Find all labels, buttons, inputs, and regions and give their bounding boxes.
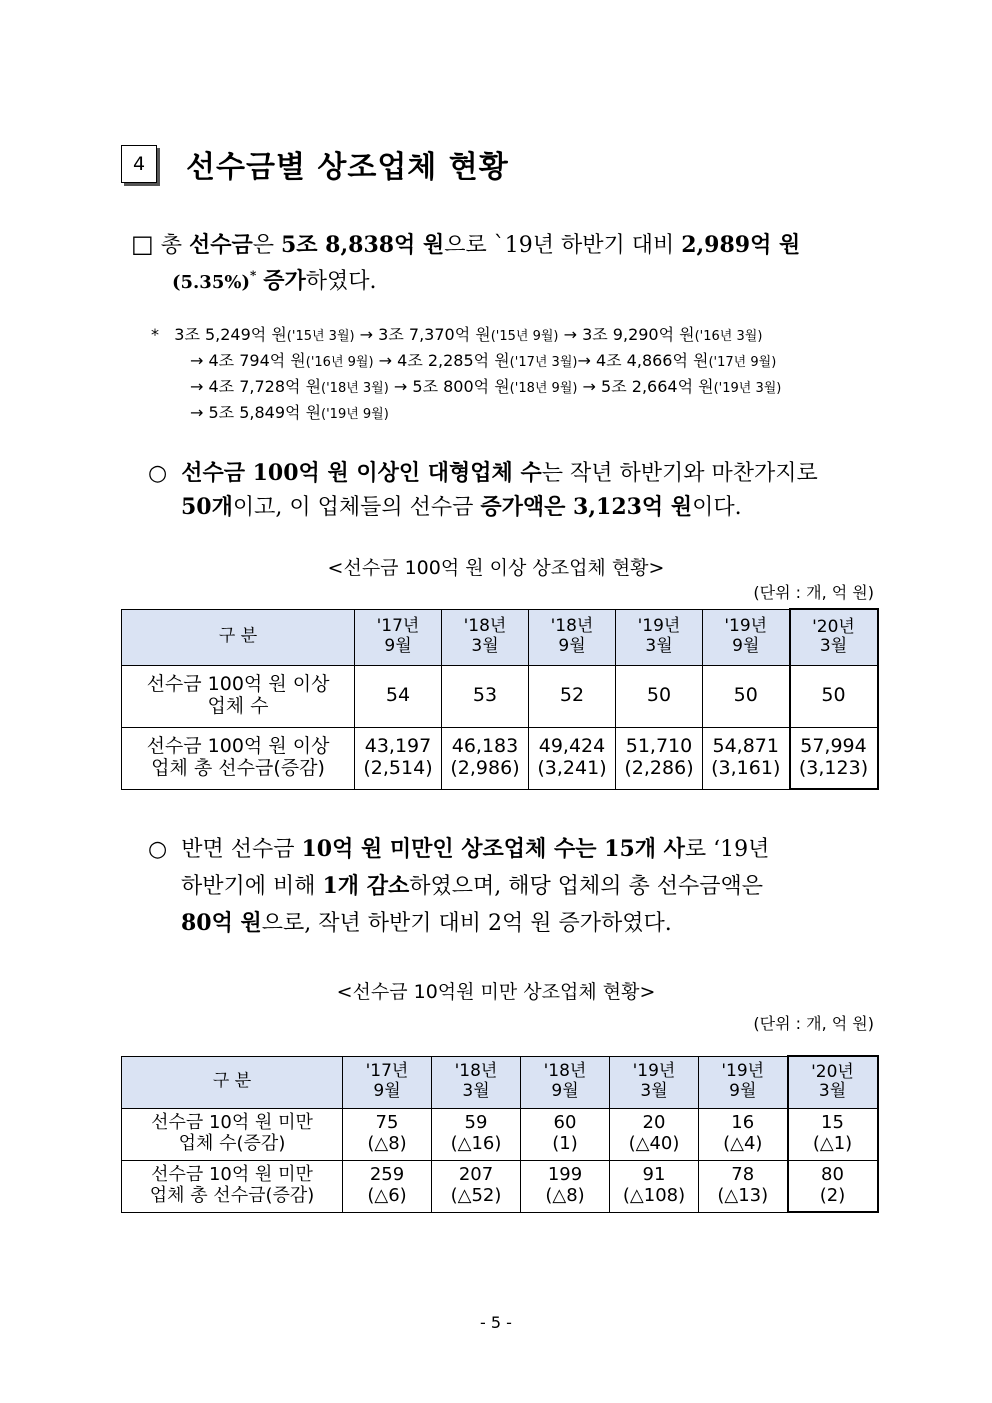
table2 xyxy=(121,1055,879,1213)
table1-cell-highlight: 57,994 (3,123) xyxy=(790,727,878,789)
table2-cell: 60 (1) xyxy=(521,1108,610,1160)
arrow-right-icon: → xyxy=(190,403,204,422)
table1-cell: 54 xyxy=(355,665,442,727)
table2-header-cell: '18년 3월 xyxy=(432,1056,521,1108)
table1-row-label: 선수금 100억 원 이상 업체 총 선수금(증감) xyxy=(122,727,355,789)
table2-cell: 199 (△8) xyxy=(521,1160,610,1212)
table2-row xyxy=(122,1160,878,1212)
footnote-marker: * xyxy=(151,325,159,344)
square-bullet-icon: □ xyxy=(131,230,154,258)
table2-header-cell: '17년 9월 xyxy=(343,1056,432,1108)
table1-row xyxy=(122,727,878,789)
table1-header-cell-highlight: '20년 3월 xyxy=(790,609,878,665)
table1-header-cell: '19년 9월 xyxy=(703,609,790,665)
table2-unit: (단위 : 개, 억 원) xyxy=(753,1014,874,1033)
table2-cell: 16 (△4) xyxy=(699,1108,788,1160)
table2-cell-highlight: 15 (△1) xyxy=(788,1108,878,1160)
table2-header-cell-highlight: '20년 3월 xyxy=(788,1056,878,1108)
table1 xyxy=(121,608,879,790)
table2-row-label: 선수금 10억 원 미만 업체 총 선수금(증감) xyxy=(122,1160,343,1212)
table1-cell: 50 xyxy=(616,665,703,727)
table1-cell-highlight: 50 xyxy=(790,665,878,727)
table2-cell: 75 (△8) xyxy=(343,1108,432,1160)
table2-header-cell: '19년 9월 xyxy=(699,1056,788,1108)
summary-line-2: (5.35%)* 증가하였다. xyxy=(172,268,377,294)
table2-row xyxy=(122,1108,878,1160)
point2-line-3: 80억 원으로, 작년 하반기 대비 2억 원 증가하였다. xyxy=(181,910,672,936)
page-number: - 5 - xyxy=(480,1313,512,1332)
arrow-right-icon: → xyxy=(577,351,591,370)
point2-line-2: 하반기에 비해 1개 감소하였으며, 해당 업체의 총 선수금액은 xyxy=(181,873,763,899)
circle-bullet-icon: ○ xyxy=(148,837,168,862)
table1-header-cell: '18년 9월 xyxy=(529,609,616,665)
arrow-right-icon: → xyxy=(582,377,596,396)
point1-line-2: 50개이고, 이 업체들의 선수금 증가액은 3,123억 원이다. xyxy=(181,494,742,520)
table2-row-label: 선수금 10억 원 미만 업체 수(증감) xyxy=(122,1108,343,1160)
table2-cell: 259 (△6) xyxy=(343,1160,432,1212)
table1-cell: 52 xyxy=(529,665,616,727)
table1-header-cell: '19년 3월 xyxy=(616,609,703,665)
table1-header-cell: '18년 3월 xyxy=(442,609,529,665)
arrow-right-icon: → xyxy=(563,325,577,344)
table1-header-row xyxy=(122,609,878,665)
table1-cell: 54,871 (3,161) xyxy=(703,727,790,789)
table2-header-row xyxy=(122,1056,878,1108)
table1-caption: <선수금 100억 원 이상 상조업체 현황> xyxy=(327,557,665,579)
point2-line-1: ○ 반면 선수금 10억 원 미만인 상조업체 수는 15개 사로 ‘19년 xyxy=(148,836,770,862)
table1-header-label: 구 분 xyxy=(122,609,355,665)
footnote-line-3: → 4조 7,728억 원('18년 3월) → 5조 800억 원('18년 9월) → 5조 2,664억 원('19년 3월) xyxy=(190,377,782,396)
table1-cell: 49,424 (3,241) xyxy=(529,727,616,789)
table1-row-label: 선수금 100억 원 이상 업체 수 xyxy=(122,665,355,727)
table2-cell: 20 (△40) xyxy=(610,1108,699,1160)
section-title: 선수금별 상조업체 현황 xyxy=(186,150,509,185)
table2-cell: 91 (△108) xyxy=(610,1160,699,1212)
table1-row xyxy=(122,665,878,727)
arrow-right-icon: → xyxy=(190,351,204,370)
table2-header-cell: '18년 9월 xyxy=(521,1056,610,1108)
table1-cell: 43,197 (2,514) xyxy=(355,727,442,789)
table1-cell: 51,710 (2,286) xyxy=(616,727,703,789)
footnote-line-4: → 5조 5,849억 원('19년 9월) xyxy=(190,403,389,422)
arrow-right-icon: → xyxy=(393,377,408,396)
table1-cell: 50 xyxy=(703,665,790,727)
table2-caption: <선수금 10억원 미만 상조업체 현황> xyxy=(336,981,656,1003)
table1-unit: (단위 : 개, 억 원) xyxy=(753,583,874,602)
table2-cell: 78 (△13) xyxy=(699,1160,788,1212)
table1-header-cell: '17년 9월 xyxy=(355,609,442,665)
point1-line-1: ○ 선수금 100억 원 이상인 대형업체 수는 작년 하반기와 마찬가지로 xyxy=(148,460,818,486)
table2-header-label: 구 분 xyxy=(122,1056,343,1108)
summary-line-1: □ 총 선수금은 5조 8,838억 원으로 `19년 하반기 대비 2,989억 원 xyxy=(131,230,801,258)
table1-cell: 46,183 (2,986) xyxy=(442,727,529,789)
arrow-right-icon: → xyxy=(359,325,374,344)
table1-cell: 53 xyxy=(442,665,529,727)
arrow-right-icon: → xyxy=(378,351,393,370)
footnote-line-1: * 3조 5,249억 원('15년 3월) → 3조 7,370억 원('15년 9월) → 3조 9,290억 원('16년 3월) xyxy=(151,325,763,344)
table2-cell-highlight: 80 (2) xyxy=(788,1160,878,1212)
footnote-line-2: → 4조 794억 원('16년 9월) → 4조 2,285억 원('17년 3월)→ 4조 4,866억 원('17년 9월) xyxy=(190,351,777,370)
circle-bullet-icon: ○ xyxy=(148,461,168,486)
arrow-right-icon: → xyxy=(190,377,204,396)
table2-cell: 59 (△16) xyxy=(432,1108,521,1160)
table2-cell: 207 (△52) xyxy=(432,1160,521,1212)
section-number: 4 xyxy=(121,145,157,183)
table2-header-cell: '19년 3월 xyxy=(610,1056,699,1108)
